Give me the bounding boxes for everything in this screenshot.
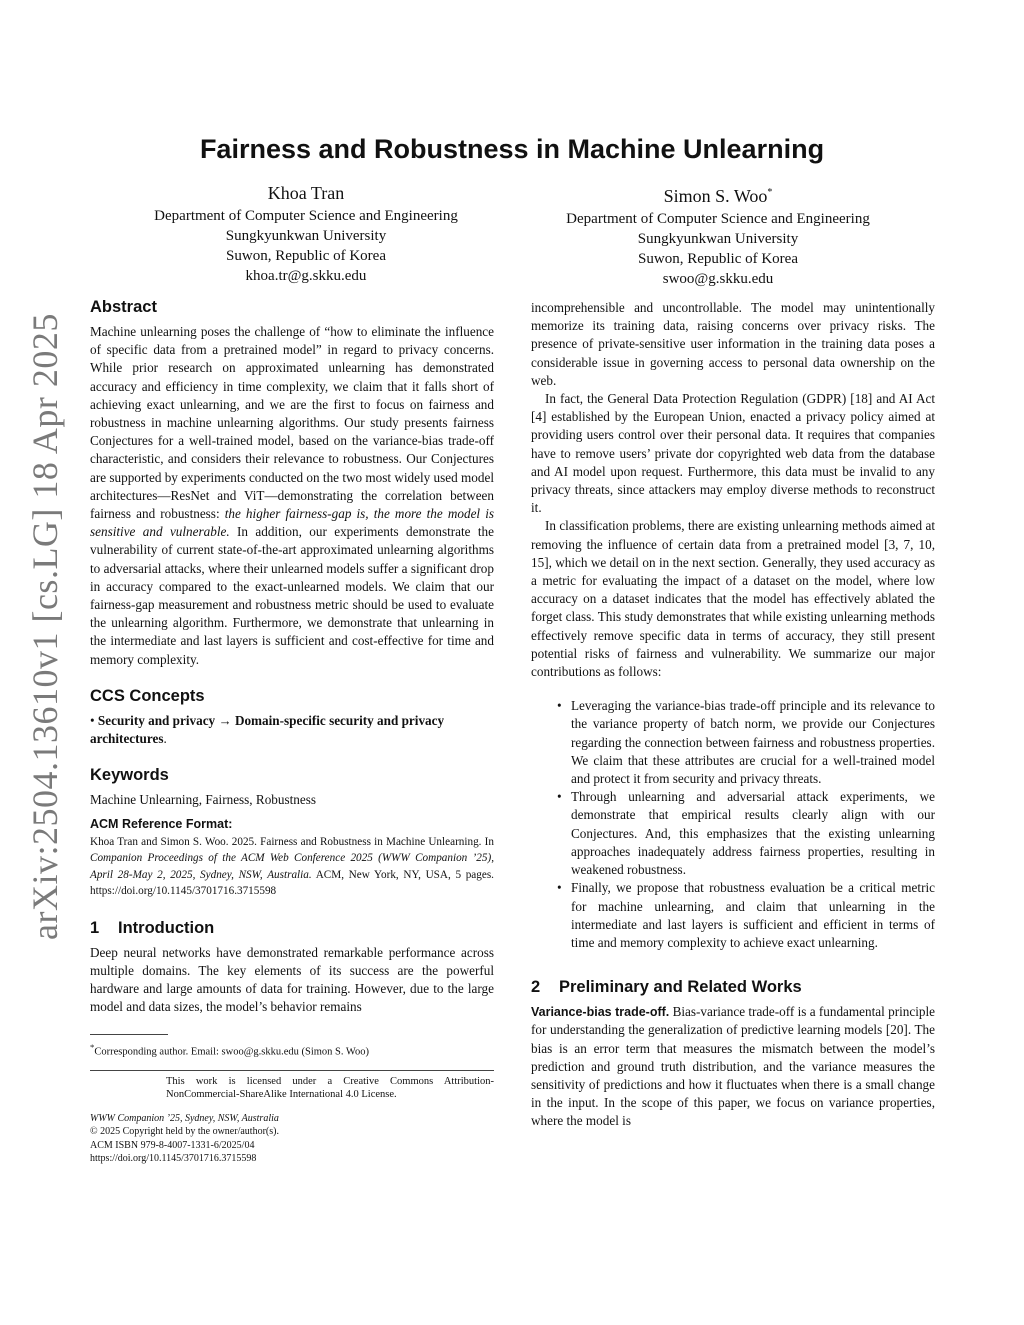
intro-paragraph-1-continued: incomprehensible and uncontrollable. The model may unintentionally memorize its training data, raising concerns over privacy risks. The presence of private-sensitive user information in the training data poses a considerable issue in governing access to personal data ownership on the web. (531, 300, 935, 388)
author-location: Suwon, Republic of Korea (638, 251, 798, 267)
right-column (531, 299, 935, 1131)
prelim-paragraph: Variance-bias trade-off. Bias-variance trade-off is a fundamental principle for understanding the generalization of predictive learning models [20]. The bias is an error term that measures the mismatch between the model’s prediction and ground truth distribution, and the variance measures the sensitivity of predictions and how it fluctuates when there is a small change in the input. In the scope of this paper, we focus on variance properties, where the model is (531, 1004, 935, 1129)
intro-paragraph-3: In classification problems, there are existing unlearning methods aimed at removing the influence of certain data from a pretrained model [3, 7, 10, 15], which we detail on in the next section. Generally, they used accuracy as a metric for evaluating the impact of a dataset on the model, where low accuracy on a dataset indicates that the model has effectively ablated the forget class. This study demonstrates that while existing unlearning methods effectively remove specific data in terms of accuracy, they still present potential risks of fairness and vulnerability. We summarize our major contributions as follows: (531, 518, 935, 680)
copyright: © 2025 Copyright held by the owner/author(s). (90, 1126, 279, 1138)
isbn: ACM ISBN 979-8-4007-1331-6/2025/04 (90, 1139, 255, 1151)
author-block-1 (106, 181, 506, 286)
license-rule (90, 1070, 494, 1071)
keywords-text: Machine Unlearning, Fairness, Robustness (90, 792, 316, 808)
author-department: Department of Computer Science and Engineering (154, 208, 458, 224)
author-department: Department of Computer Science and Engineering (566, 211, 870, 227)
intro-heading: 1 Introduction (90, 918, 215, 937)
abstract-italic: the higher fairness-gap is, the more the model is sensitive and vulnerable. (90, 506, 494, 540)
corresponding-mark: * (767, 187, 773, 198)
author-name: Simon S. Woo* (663, 186, 773, 206)
author-email: khoa.tr@g.skku.edu (245, 268, 367, 284)
author-university: Sungkyunkwan University (637, 231, 799, 247)
doi-link[interactable]: https://doi.org/10.1145/3701716.3715598 (90, 1153, 257, 1165)
acm-reference-text: Khoa Tran and Simon S. Woo. 2025. Fairness and Robustness in Machine Unlearning. In Companion Proceedings of the ACM Web Conference 2025 (WWW Companion ’25), April 28-May 2, 2025, Sydney, NSW, Australia. ACM, New York, NY, USA, 5 pages. https://doi.org/10.1145/3701716.3715598 (90, 835, 494, 898)
license-text: This work is licensed under a Creative Commons Attribution-NonCommercial-ShareAlike International 4.0 License. (166, 1075, 494, 1101)
list-item: • Leveraging the variance-bias trade-off principle and its relevance to the variance property of batch norm, we provide our Conjectures regarding the connection between fairness and robustness properties. We claim that these attributes are crucial for a well-trained model and protect it from security and privacy threats. (557, 698, 935, 787)
ccs-concepts: • Security and privacy → Domain-specific security and privacy architectures. (90, 712, 445, 747)
author-email: swoo@g.skku.edu (662, 271, 774, 287)
footnote-rule (90, 1034, 168, 1035)
footnote: *Corresponding author. Email: swoo@g.skku.edu (Simon S. Woo) (90, 1042, 369, 1058)
contributions-list (531, 697, 935, 952)
acm-reference-heading: ACM Reference Format: (90, 817, 233, 832)
abstract-text: Machine unlearning poses the challenge of “how to eliminate the influence of specific data from a pretrained model” in regard to privacy concerns. While prior research on approximated unlearning has demonstrated accuracy and efficiency in time complexity, we claim that it falls short of achieving exact unlearning, and we are the first to focus on fairness and robustness in machine unlearning algorithms. Our study presents fairness Conjectures for a well-trained model, based on the variance-bias trade-off characteristic, and considers their relevance to robustness. Our Conjectures are supported by experiments conducted on the two most widely used model architectures—ResNet and ViT—demonstrating the correlation between fairness and robustness: the higher fairness-gap is, the more the model is sensitive and vulnerable. In addition, our experiments demonstrate the vulnerability of current state-of-the-art approximated unlearning algorithms to adversarial attacks, where their unlearned models suffer a significant drop in accuracy compared to the exact-unlearned models. We claim that our fairness-gap measurement and robustness metric should be used to evaluate the unlearning algorithm. Furthermore, we demonstrate that unlearning in the intermediate and last layers is sufficient and cost-effective for time and memory complexity. (90, 324, 494, 667)
author-location: Suwon, Republic of Korea (226, 248, 386, 264)
author-name: Khoa Tran (267, 183, 345, 203)
venue: WWW Companion ’25, Sydney, NSW, Australia (90, 1112, 279, 1124)
keywords-heading: Keywords (90, 766, 169, 785)
left-column (90, 296, 494, 1166)
publication-info (90, 1112, 494, 1166)
intro-paragraph-1: Deep neural networks have demonstrated remarkable performance across multiple domains. The key elements of its success are the powerful hardware and large amounts of data for training. However, due to the large model and data sizes, the model’s behavior remains (90, 944, 494, 1015)
prelim-heading: 2 Preliminary and Related Works (531, 978, 802, 997)
paper-title: Fairness and Robustness in Machine Unlearning (199, 134, 825, 164)
list-item: • Finally, we propose that robustness evaluation be a critical metric for machine unlearning, and claim that unlearning in the intermediate and last layers is sufficient and efficient in terms of time and memory complexity to achieve exact unlearning. (557, 880, 935, 950)
intro-paragraph-2: In fact, the General Data Protection Regulation (GDPR) [18] and AI Act [4] established by the European Union, enacted a privacy policy aimed at providing users control over their personal data. It requires that companies have to remove users’ private dor copyrighted web data from the database and AI model upon request. Furthermore, this data must be invalid to any privacy threats, since attackers may employ diverse methods to reconstruct it. (531, 391, 935, 516)
ccs-heading: CCS Concepts (90, 686, 205, 705)
abstract-heading: Abstract (90, 298, 157, 316)
author-university: Sungkyunkwan University (225, 228, 387, 244)
list-item: • Through unlearning and adversarial attack experiments, we demonstrate that empirical results clearly align with our Conjectures. And, this emphasizes that the existing unlearning approaches inadequately address fairness properties, resulting in weakened robustness. (557, 789, 935, 878)
author-block-2 (518, 181, 918, 289)
arxiv-stamp: arXiv:2504.13610v1 [cs.LG] 18 Apr 2025 (25, 313, 65, 940)
